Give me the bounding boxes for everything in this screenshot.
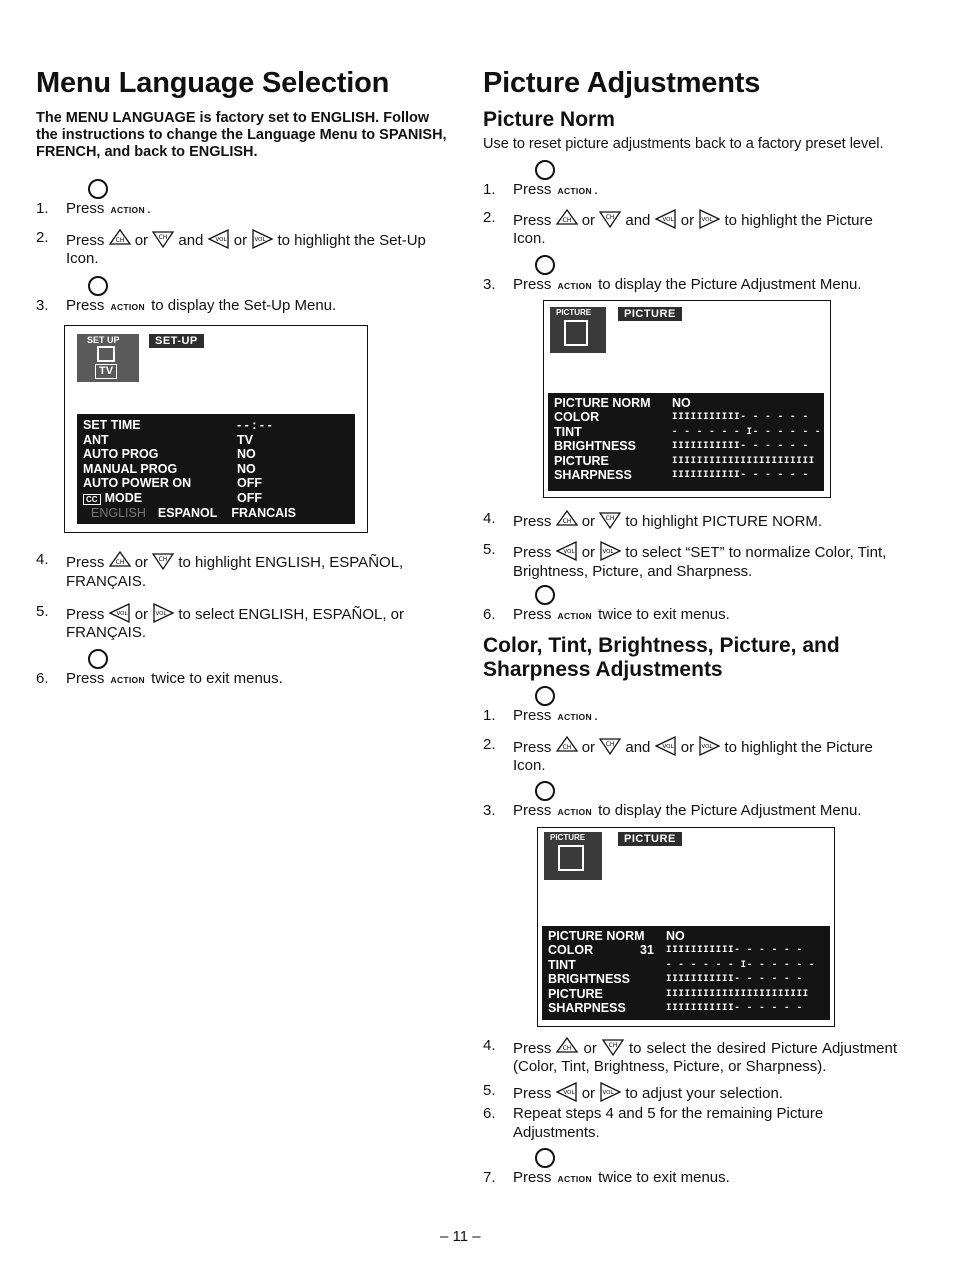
picture-adjustments-title: Picture Adjustments: [483, 67, 761, 99]
picture-panel: PICTURE NORM NO COLOR IIIIIIIIIII- - - - - - TINT - - - - - - I- - - - - - BRIGHTNESS IIIIIIIIIII- - - - - - PICTURE IIIIIIIIIIIIIIIIIIIIIII SHARPNESS IIIIIIIIIII- - - - - -: [548, 393, 824, 491]
color-value: 31: [640, 943, 654, 958]
left-column: [36, 68, 448, 688]
norm-step-1: 1. Press ACTION .: [483, 180, 599, 198]
ch-up-icon: [109, 551, 131, 571]
right-column: [483, 68, 897, 1187]
action-button-icon: [88, 276, 108, 296]
adj-step-6: 6. Repeat steps 4 and 5 for the remaining Picture Adjustments.: [483, 1105, 824, 1141]
vol-left-icon: [208, 229, 230, 249]
svg-text:CH: CH: [158, 233, 168, 241]
step-6: 6. Press ACTION twice to exit menus.: [36, 669, 283, 687]
svg-text:VOL: VOL: [602, 1090, 614, 1097]
adj-step-3: 3. Press ACTION to display the Picture Adjustment Menu.: [483, 802, 862, 820]
ch-up-icon: [109, 229, 131, 249]
step-3: 3. Press ACTION to display the Set-Up Menu.: [36, 297, 337, 315]
action-button-icon: [535, 781, 555, 801]
step-2: 2. Press CH or CH and VOL or VOL to highlight the Set-Up Icon.: [36, 228, 426, 267]
ch-down-icon: [602, 1037, 624, 1057]
step-5: 5. Press VOL or VOL to select ENGLISH, ESPAÑOL, or FRANÇAIS.: [36, 603, 405, 642]
adj-step-4: 4. Press CH or CH to select the desired Picture Adjustment (Color, Tint, Brightness, Picture, or Sharpness).: [483, 1036, 897, 1075]
action-button-icon: [535, 585, 555, 605]
page-number: – 11 –: [440, 1228, 481, 1245]
setup-row: AUTO PROG NO: [83, 447, 256, 462]
vol-right-icon: [599, 1082, 621, 1102]
svg-text:CH: CH: [562, 217, 571, 225]
ch-down-icon: [599, 510, 621, 530]
svg-text:VOL: VOL: [662, 217, 674, 224]
color-tint-heading: Color, Tint, Brightness, Picture, and Sharpness Adjustments: [483, 634, 840, 682]
setup-row: SET TIME - - : - -: [83, 418, 272, 433]
svg-text:CH: CH: [605, 214, 615, 222]
setup-panel: [77, 414, 355, 524]
svg-text:CH: CH: [562, 743, 571, 751]
menu-language-intro: The MENU LANGUAGE is factory set to ENGLISH. Follow the instructions to change the Language Menu to SPANISH, FRENCH, and back to ENGLISH.: [36, 109, 447, 161]
action-button-icon: [88, 649, 108, 669]
svg-text:CH: CH: [115, 559, 124, 567]
vol-left-icon: [655, 209, 677, 229]
norm-step-6: 6. Press ACTION twice to exit menus.: [483, 605, 730, 623]
svg-text:CH: CH: [158, 556, 168, 564]
svg-text:VOL: VOL: [701, 217, 713, 224]
action-button-icon: [535, 686, 555, 706]
adj-step-7: 7. Press ACTION twice to exit menus.: [483, 1169, 730, 1187]
vol-left-icon: [556, 1082, 578, 1102]
norm-step-5: 5. Press VOL or VOL to select “SET” to normalize Color, Tint, Brightness, Picture, and Sharpness.: [483, 541, 887, 580]
vol-right-icon: [698, 736, 720, 756]
vol-right-icon: [599, 541, 621, 561]
svg-text:CH: CH: [562, 517, 571, 525]
svg-text:CH: CH: [605, 740, 615, 748]
cc-icon: CC: [83, 494, 101, 505]
ch-up-icon: [556, 1037, 578, 1057]
picture-norm-heading: Picture Norm: [483, 107, 615, 131]
vol-left-icon: [109, 603, 131, 623]
picture-norm-intro: Use to reset picture adjustments back to a factory preset level.: [483, 136, 884, 153]
ch-up-icon: [556, 209, 578, 229]
picture-icon: PICTURE: [550, 307, 606, 353]
adj-step-5: 5. Press VOL or VOL to adjust your selection.: [483, 1082, 783, 1103]
vol-right-icon: [152, 603, 174, 623]
svg-text:CH: CH: [115, 236, 124, 244]
setup-row: ANT TV: [83, 432, 253, 447]
picture-menu-screen-1: [543, 300, 831, 498]
setup-menu-screen: [64, 325, 368, 533]
ch-down-icon: [599, 209, 621, 229]
setup-row: MANUAL PROG NO: [83, 461, 256, 476]
ch-up-icon: [556, 510, 578, 530]
svg-text:CH: CH: [608, 1041, 618, 1049]
action-button-icon: [535, 1148, 555, 1168]
vol-left-icon: [556, 541, 578, 561]
language-row: ENGLISH ESPANOL FRANCAIS: [91, 506, 296, 521]
action-button-icon: [535, 255, 555, 275]
ch-down-icon: [152, 229, 174, 249]
adj-step-2: 2. Press CH or CH and VOL or VOL to highlight the Picture Icon.: [483, 735, 873, 774]
step-4: 4. Press CH or CH to highlight ENGLISH, ESPAÑOL, FRANÇAIS.: [36, 551, 404, 590]
picture-chip: PICTURE: [618, 307, 682, 321]
svg-text:VOL: VOL: [662, 743, 674, 750]
setup-row: AUTO POWER ON OFF: [83, 476, 262, 491]
setup-chip: SET-UP: [149, 334, 204, 348]
svg-text:VOL: VOL: [155, 611, 167, 617]
norm-step-2: 2. Press CH or CH and VOL or VOL to highlight the Picture Icon.: [483, 209, 873, 248]
svg-text:VOL: VOL: [562, 549, 575, 556]
svg-text:VOL: VOL: [562, 1090, 575, 1097]
action-button-icon: [88, 179, 108, 199]
svg-text:CH: CH: [563, 1044, 572, 1052]
setup-row: CC MODE OFF: [83, 491, 349, 506]
adj-step-1: 1. Press ACTION .: [483, 707, 599, 725]
svg-text:VOL: VOL: [602, 549, 614, 556]
svg-text:VOL: VOL: [115, 611, 128, 617]
svg-text:CH: CH: [605, 514, 615, 522]
svg-text:VOL: VOL: [701, 743, 713, 750]
svg-text:VOL: VOL: [254, 236, 266, 243]
svg-text:VOL: VOL: [215, 236, 227, 243]
picture-icon: PICTURE: [544, 832, 602, 880]
ch-up-icon: [556, 736, 578, 756]
step-1: 1. Press ACTION .: [36, 200, 152, 218]
ch-down-icon: [599, 736, 621, 756]
picture-panel: PICTURE NORM NO COLOR 31 IIIIIIIIIII- - - - - - TINT - - - - - - I- - - - - - BRIGHTNESS IIIIIIIIIII- - - - - - PICTURE IIIIIIIIIIIIIIIIIIIIIII SHARPNESS IIIIIIIIIII- - - - - -: [542, 926, 830, 1020]
ch-down-icon: [152, 551, 174, 571]
menu-language-title: Menu Language Selection: [36, 67, 390, 99]
vol-right-icon: [251, 229, 273, 249]
vol-left-icon: [655, 736, 677, 756]
picture-chip: PICTURE: [618, 832, 682, 846]
norm-step-4: 4. Press CH or CH to highlight PICTURE NORM.: [483, 509, 823, 530]
setup-tv-icon: SET UP TV: [77, 334, 139, 382]
norm-step-3: 3. Press ACTION to display the Picture Adjustment Menu.: [483, 275, 862, 293]
picture-menu-screen-2: [537, 827, 835, 1027]
action-button-icon: [535, 160, 555, 180]
vol-right-icon: [698, 209, 720, 229]
